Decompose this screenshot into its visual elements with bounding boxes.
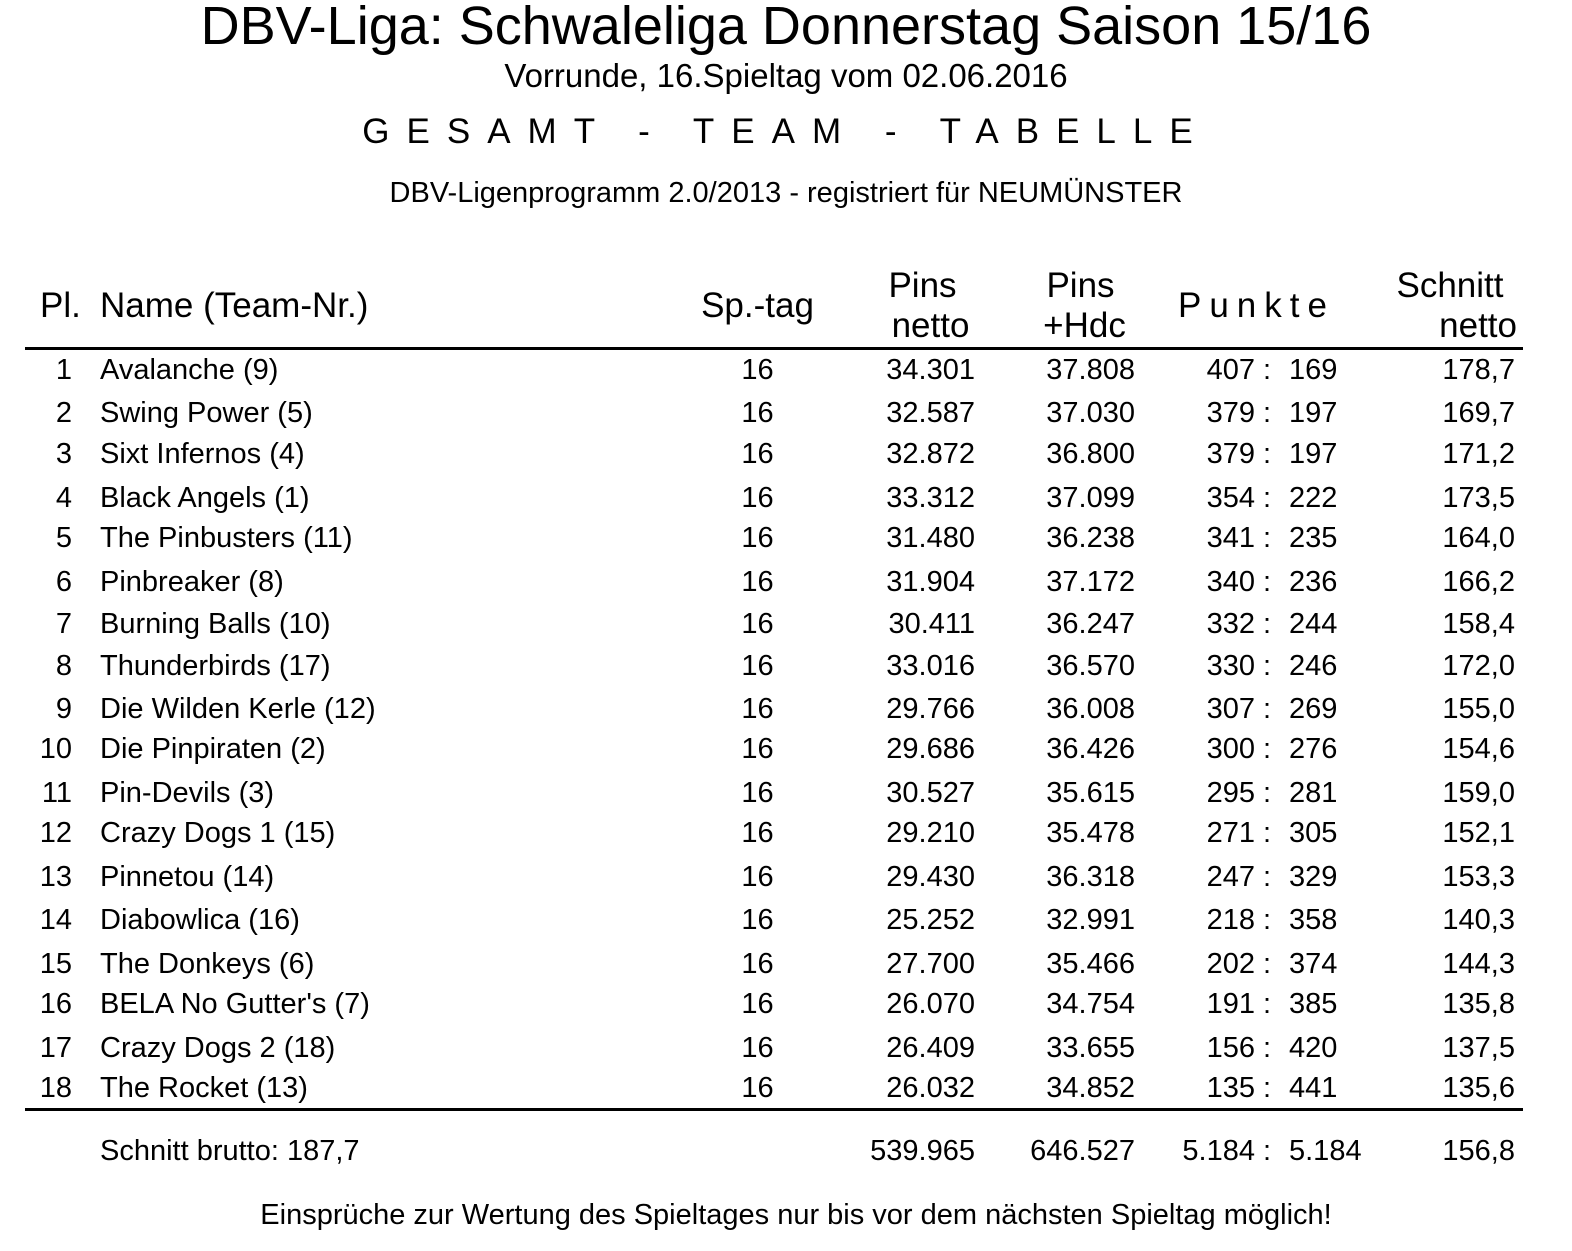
points-separator: : <box>1262 650 1272 682</box>
points-separator: : <box>1262 988 1272 1020</box>
points-lost-cell: 197 <box>1289 438 1338 470</box>
points-won-cell: 340 <box>1206 566 1255 598</box>
points-lost-cell: 236 <box>1289 566 1338 598</box>
matchdays-cell: 16 <box>741 693 774 725</box>
points-won-cell: 156 <box>1206 1032 1255 1064</box>
team-name-cell: The Rocket (13) <box>100 1072 308 1104</box>
points-separator: : <box>1262 948 1272 980</box>
pins-hdc-cell: 32.991 <box>1046 904 1135 936</box>
col-header-pins-hdc-line2: +Hdc <box>1043 306 1126 345</box>
points-won-cell: 295 <box>1206 777 1255 809</box>
points-won-cell: 135 <box>1206 1072 1255 1104</box>
col-header-name: Name (Team-Nr.) <box>100 286 369 325</box>
points-won-cell: 379 <box>1206 438 1255 470</box>
matchdays-cell: 16 <box>741 1072 774 1104</box>
points-lost-cell: 385 <box>1289 988 1338 1020</box>
team-name-cell: Diabowlica (16) <box>100 904 300 936</box>
table-row <box>0 520 1572 556</box>
table-row <box>0 1070 1572 1106</box>
rank-cell: 10 <box>39 733 72 765</box>
team-name-cell: Crazy Dogs 2 (18) <box>100 1032 336 1064</box>
team-name-cell: Thunderbirds (17) <box>100 650 331 682</box>
pins-net-cell: 29.686 <box>886 733 975 765</box>
points-won-cell: 330 <box>1206 650 1255 682</box>
team-name-cell: The Donkeys (6) <box>100 948 315 980</box>
points-won-cell: 247 <box>1206 861 1255 893</box>
points-separator: : <box>1262 693 1272 725</box>
team-name-cell: Black Angels (1) <box>100 482 310 514</box>
pins-net-cell: 32.587 <box>886 397 975 429</box>
pins-net-cell: 33.016 <box>886 650 975 682</box>
pins-hdc-cell: 37.808 <box>1046 354 1135 386</box>
pins-hdc-cell: 34.754 <box>1046 988 1135 1020</box>
header-rule <box>25 347 1523 350</box>
matchdays-cell: 16 <box>741 988 774 1020</box>
rank-cell: 9 <box>55 693 72 725</box>
matchdays-cell: 16 <box>741 1032 774 1064</box>
col-header-pins-net-line1: Pins <box>888 266 957 305</box>
avg-net-cell: 178,7 <box>1442 354 1515 386</box>
matchdays-cell: 16 <box>741 733 774 765</box>
pins-net-cell: 30.527 <box>886 777 975 809</box>
matchday-subtitle: Vorrunde, 16.Spieltag vom 02.06.2016 <box>504 57 1068 94</box>
points-lost-cell: 246 <box>1289 650 1338 682</box>
pins-net-cell: 29.210 <box>886 817 975 849</box>
avg-net-cell: 158,4 <box>1442 608 1515 640</box>
points-won-cell: 407 <box>1206 354 1255 386</box>
matchdays-cell: 16 <box>741 861 774 893</box>
pins-hdc-cell: 36.238 <box>1046 522 1135 554</box>
pins-hdc-cell: 35.466 <box>1046 948 1135 980</box>
rank-cell: 13 <box>39 861 72 893</box>
points-lost-cell: 197 <box>1289 397 1338 429</box>
points-separator: : <box>1262 566 1272 598</box>
team-name-cell: The Pinbusters (11) <box>100 522 353 554</box>
team-name-cell: BELA No Gutter's (7) <box>100 988 370 1020</box>
team-name-cell: Pin-Devils (3) <box>100 777 275 809</box>
rank-cell: 15 <box>39 948 72 980</box>
pins-hdc-cell: 36.800 <box>1046 438 1135 470</box>
rank-cell: 16 <box>39 988 72 1020</box>
avg-net-cell: 172,0 <box>1442 650 1515 682</box>
rank-cell: 3 <box>55 438 72 470</box>
points-lost-cell: 235 <box>1289 522 1338 554</box>
points-separator: : <box>1262 777 1272 809</box>
matchdays-cell: 16 <box>741 354 774 386</box>
points-lost-cell: 222 <box>1289 482 1338 514</box>
rank-cell: 17 <box>39 1032 72 1064</box>
matchdays-cell: 16 <box>741 904 774 936</box>
table-row <box>0 775 1572 811</box>
pins-net-cell: 26.032 <box>886 1072 975 1104</box>
totals-pins-net: 539.965 <box>870 1135 975 1167</box>
avg-net-cell: 166,2 <box>1442 566 1515 598</box>
table-row <box>0 731 1572 767</box>
points-lost-cell: 441 <box>1289 1072 1338 1104</box>
matchdays-cell: 16 <box>741 397 774 429</box>
team-name-cell: Pinbreaker (8) <box>100 566 284 598</box>
points-separator: : <box>1262 1072 1272 1104</box>
points-separator: : <box>1262 904 1272 936</box>
table-heading: GESAMT - TEAM - TABELLE <box>362 112 1210 151</box>
avg-net-cell: 152,1 <box>1442 817 1515 849</box>
totals-points-separator: : <box>1262 1135 1272 1167</box>
pins-hdc-cell: 36.570 <box>1046 650 1135 682</box>
footer-rule <box>25 1108 1523 1111</box>
team-name-cell: Crazy Dogs 1 (15) <box>100 817 336 849</box>
points-separator: : <box>1262 861 1272 893</box>
points-won-cell: 354 <box>1206 482 1255 514</box>
pins-hdc-cell: 37.099 <box>1046 482 1135 514</box>
totals-avg: 156,8 <box>1442 1135 1515 1167</box>
points-lost-cell: 374 <box>1289 948 1338 980</box>
table-row <box>0 986 1572 1022</box>
matchdays-cell: 16 <box>741 948 774 980</box>
table-row <box>0 902 1572 938</box>
matchdays-cell: 16 <box>741 650 774 682</box>
points-lost-cell: 329 <box>1289 861 1338 893</box>
avg-net-cell: 159,0 <box>1442 777 1515 809</box>
avg-net-cell: 135,8 <box>1442 988 1515 1020</box>
points-won-cell: 191 <box>1206 988 1255 1020</box>
points-won-cell: 300 <box>1206 733 1255 765</box>
totals-points-won: 5.184 <box>1182 1135 1255 1167</box>
points-separator: : <box>1262 354 1272 386</box>
avg-net-cell: 154,6 <box>1442 733 1515 765</box>
points-lost-cell: 420 <box>1289 1032 1338 1064</box>
team-name-cell: Burning Balls (10) <box>100 608 331 640</box>
rank-cell: 4 <box>55 482 72 514</box>
pins-hdc-cell: 37.172 <box>1046 566 1135 598</box>
points-lost-cell: 358 <box>1289 904 1338 936</box>
avg-net-cell: 171,2 <box>1442 438 1515 470</box>
pins-net-cell: 32.872 <box>886 438 975 470</box>
team-name-cell: Die Wilden Kerle (12) <box>100 693 376 725</box>
rank-cell: 6 <box>55 566 72 598</box>
pins-net-cell: 29.430 <box>886 861 975 893</box>
rank-cell: 2 <box>55 397 72 429</box>
points-separator: : <box>1262 733 1272 765</box>
team-name-cell: Sixt Infernos (4) <box>100 438 305 470</box>
pins-net-cell: 29.766 <box>886 693 975 725</box>
totals-label: Schnitt brutto: 187,7 <box>100 1135 360 1167</box>
league-title: DBV-Liga: Schwaleliga Donnerstag Saison 15/16 <box>200 0 1372 56</box>
points-lost-cell: 169 <box>1289 354 1338 386</box>
avg-net-cell: 164,0 <box>1442 522 1515 554</box>
col-header-avg-line1: Schnitt <box>1396 266 1504 305</box>
pins-hdc-cell: 35.478 <box>1046 817 1135 849</box>
points-lost-cell: 269 <box>1289 693 1338 725</box>
rank-cell: 1 <box>55 354 72 386</box>
points-lost-cell: 244 <box>1289 608 1338 640</box>
objection-footnote: Einsprüche zur Wertung des Spieltages nur bis vor dem nächsten Spieltag möglich! <box>260 1199 1332 1231</box>
totals-pins-hdc: 646.527 <box>1030 1135 1135 1167</box>
points-separator: : <box>1262 608 1272 640</box>
pins-hdc-cell: 37.030 <box>1046 397 1135 429</box>
pins-net-cell: 33.312 <box>886 482 975 514</box>
matchdays-cell: 16 <box>741 522 774 554</box>
table-row <box>0 648 1572 684</box>
avg-net-cell: 173,5 <box>1442 482 1515 514</box>
points-separator: : <box>1262 817 1272 849</box>
pins-net-cell: 31.480 <box>886 522 975 554</box>
rank-cell: 12 <box>39 817 72 849</box>
table-row <box>0 436 1572 472</box>
table-row <box>0 352 1572 388</box>
points-won-cell: 332 <box>1206 608 1255 640</box>
pins-net-cell: 26.409 <box>886 1032 975 1064</box>
pins-hdc-cell: 36.318 <box>1046 861 1135 893</box>
matchdays-cell: 16 <box>741 817 774 849</box>
col-header-avg-line2: netto <box>1439 306 1517 345</box>
avg-net-cell: 135,6 <box>1442 1072 1515 1104</box>
table-row <box>0 1030 1572 1066</box>
table-row <box>0 946 1572 982</box>
table-row <box>0 815 1572 851</box>
rank-cell: 18 <box>39 1072 72 1104</box>
pins-net-cell: 30.411 <box>888 608 975 640</box>
pins-net-cell: 26.070 <box>886 988 975 1020</box>
avg-net-cell: 144,3 <box>1442 948 1515 980</box>
pins-hdc-cell: 35.615 <box>1046 777 1135 809</box>
team-name-cell: Die Pinpiraten (2) <box>100 733 326 765</box>
table-row <box>0 606 1572 642</box>
matchdays-cell: 16 <box>741 438 774 470</box>
col-header-rank: Pl. <box>40 286 81 325</box>
avg-net-cell: 169,7 <box>1442 397 1515 429</box>
avg-net-cell: 155,0 <box>1442 693 1515 725</box>
pins-net-cell: 25.252 <box>886 904 975 936</box>
rank-cell: 8 <box>55 650 72 682</box>
pins-net-cell: 34.301 <box>886 354 975 386</box>
pins-net-cell: 27.700 <box>886 948 975 980</box>
points-separator: : <box>1262 522 1272 554</box>
table-row <box>0 691 1572 727</box>
rank-cell: 7 <box>55 608 72 640</box>
pins-hdc-cell: 36.426 <box>1046 733 1135 765</box>
points-separator: : <box>1262 438 1272 470</box>
avg-net-cell: 153,3 <box>1442 861 1515 893</box>
points-won-cell: 271 <box>1206 817 1255 849</box>
team-name-cell: Pinnetou (14) <box>100 861 275 893</box>
matchdays-cell: 16 <box>741 482 774 514</box>
team-name-cell: Avalanche (9) <box>100 354 279 386</box>
table-row <box>0 480 1572 516</box>
avg-net-cell: 137,5 <box>1442 1032 1515 1064</box>
points-won-cell: 307 <box>1206 693 1255 725</box>
pins-hdc-cell: 36.008 <box>1046 693 1135 725</box>
rank-cell: 5 <box>55 522 72 554</box>
rank-cell: 14 <box>39 904 72 936</box>
rank-cell: 11 <box>41 777 72 809</box>
pins-hdc-cell: 33.655 <box>1046 1032 1135 1064</box>
pins-hdc-cell: 34.852 <box>1046 1072 1135 1104</box>
col-header-points: Punkte <box>1178 286 1335 325</box>
points-lost-cell: 305 <box>1289 817 1338 849</box>
avg-net-cell: 140,3 <box>1442 904 1515 936</box>
totals-row <box>0 1133 1572 1169</box>
team-name-cell: Swing Power (5) <box>100 397 313 429</box>
points-won-cell: 379 <box>1206 397 1255 429</box>
points-separator: : <box>1262 1032 1272 1064</box>
pins-net-cell: 31.904 <box>886 566 975 598</box>
totals-points-lost: 5.184 <box>1289 1135 1362 1167</box>
col-header-pins-net-line2: netto <box>891 306 970 345</box>
registration-line: DBV-Ligenprogramm 2.0/2013 - registriert für NEUMÜNSTER <box>389 177 1183 209</box>
matchdays-cell: 16 <box>741 566 774 598</box>
table-row <box>0 859 1572 895</box>
points-separator: : <box>1262 397 1272 429</box>
matchdays-cell: 16 <box>741 608 774 640</box>
table-row <box>0 564 1572 600</box>
col-header-pins-hdc-line1: Pins <box>1046 266 1115 305</box>
table-row <box>0 395 1572 431</box>
col-header-days: Sp.-tag <box>701 286 814 325</box>
pins-hdc-cell: 36.247 <box>1046 608 1135 640</box>
points-won-cell: 218 <box>1206 904 1255 936</box>
points-won-cell: 202 <box>1206 948 1255 980</box>
points-lost-cell: 276 <box>1289 733 1338 765</box>
matchdays-cell: 16 <box>741 777 774 809</box>
points-lost-cell: 281 <box>1289 777 1338 809</box>
points-separator: : <box>1262 482 1272 514</box>
points-won-cell: 341 <box>1206 522 1255 554</box>
